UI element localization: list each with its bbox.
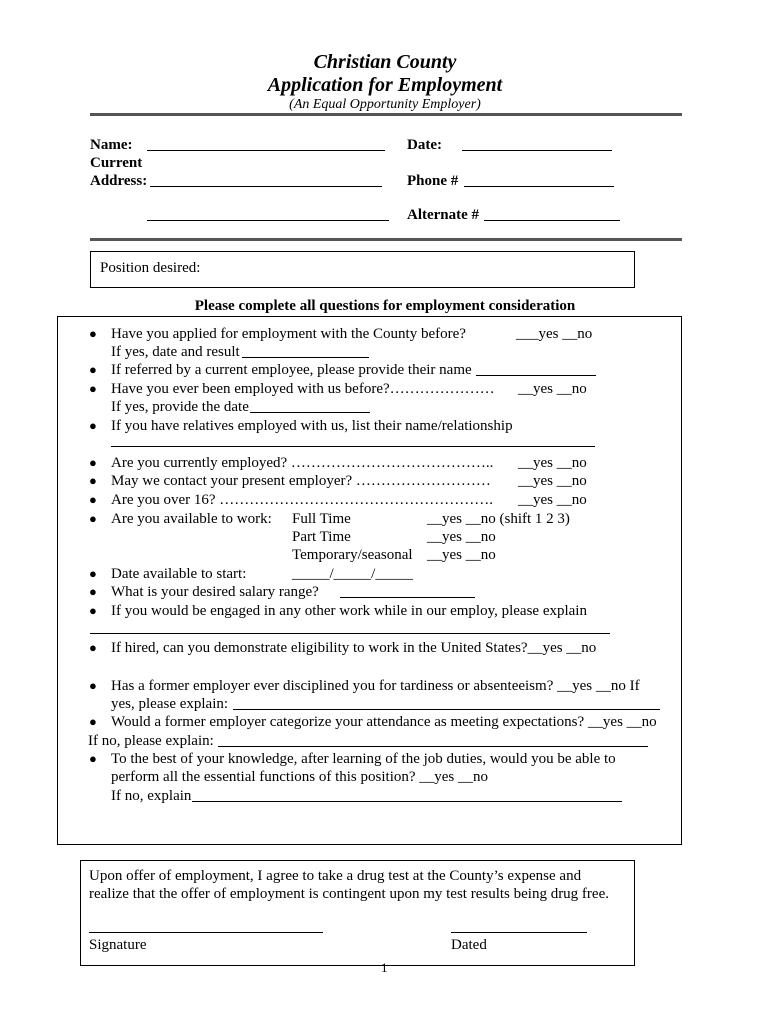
q-employed-before-date-field[interactable] bbox=[250, 412, 370, 413]
q-essential-functions-explain-label: If no, explain bbox=[111, 788, 192, 804]
form-subtitle: (An Equal Opportunity Employer) bbox=[289, 97, 481, 112]
q-currently-employed: Are you currently employed? ………………………………….. bbox=[111, 455, 494, 471]
q-work-eligibility: If hired, can you demonstrate eligibility to work in the United States?__yes __no bbox=[111, 640, 597, 656]
drug-test-text-line1: Upon offer of employment, I agree to take a drug test at the County’s expense and bbox=[89, 868, 582, 884]
q-attendance-explain-field[interactable] bbox=[218, 746, 648, 747]
instructions: Please complete all questions for employment consideration bbox=[194, 298, 576, 314]
q-disciplined: Has a former employer ever disciplined you for tardiness or absenteeism? __yes __no If bbox=[111, 678, 640, 694]
bullet-icon: ● bbox=[89, 566, 97, 581]
bullet-icon: ● bbox=[89, 511, 97, 526]
page-number: 1 bbox=[381, 960, 388, 975]
bullet-icon: ● bbox=[89, 603, 97, 618]
q-applied-before-details-field[interactable] bbox=[242, 357, 369, 358]
q-attendance: Would a former employer categorize your attendance as meeting expectations? __yes __no bbox=[111, 714, 657, 730]
q-employed-before-date-label: If yes, provide the date bbox=[111, 399, 249, 415]
drug-test-box bbox=[80, 860, 635, 966]
top-divider bbox=[90, 113, 682, 116]
q-other-work: If you would be engaged in any other work while in our employ, please explain bbox=[111, 603, 587, 619]
name-field[interactable] bbox=[147, 150, 385, 151]
bullet-icon: ● bbox=[89, 381, 97, 396]
q-attendance-explain-label: If no, please explain: bbox=[88, 733, 214, 749]
q-currently-employed-answer[interactable]: __yes __no bbox=[518, 455, 587, 471]
bullet-icon: ● bbox=[89, 418, 97, 433]
date-label: Date: bbox=[407, 137, 442, 153]
phone-label: Phone # bbox=[407, 173, 459, 189]
q-applied-before: Have you applied for employment with the County before? bbox=[111, 326, 466, 342]
bullet-icon: ● bbox=[89, 473, 97, 488]
dated-field[interactable] bbox=[451, 932, 587, 933]
date-field[interactable] bbox=[462, 150, 612, 151]
q-other-work-field[interactable] bbox=[90, 633, 610, 634]
middle-divider bbox=[90, 238, 682, 241]
q-disciplined-explain-label: yes, please explain: bbox=[111, 696, 229, 712]
position-desired-box[interactable] bbox=[90, 251, 635, 288]
alternate-phone-field[interactable] bbox=[484, 220, 620, 221]
bullet-icon: ● bbox=[89, 326, 97, 341]
bullet-icon: ● bbox=[89, 362, 97, 377]
name-label: Name: bbox=[90, 137, 133, 153]
address-field-2[interactable] bbox=[147, 220, 389, 221]
form-title-county: Christian County bbox=[313, 51, 457, 73]
bullet-icon: ● bbox=[89, 751, 97, 766]
bullet-icon: ● bbox=[89, 455, 97, 470]
q-availability-full-time: Full Time bbox=[292, 511, 351, 527]
q-applied-before-details-label: If yes, date and result bbox=[111, 344, 240, 360]
q-relatives-field[interactable] bbox=[111, 446, 595, 447]
q-referred-by: If referred by a current employee, please provide their name bbox=[111, 362, 472, 378]
q-disciplined-explain-field[interactable] bbox=[233, 709, 660, 710]
q-availability-part-time-answer[interactable]: __yes __no bbox=[427, 529, 496, 545]
q-start-date-field[interactable]: _____/_____/_____ bbox=[292, 566, 413, 582]
q-relatives: If you have relatives employed with us, list their name/relationship bbox=[111, 418, 513, 434]
signature-label: Signature bbox=[89, 937, 147, 953]
q-over-16-answer[interactable]: __yes __no bbox=[518, 492, 587, 508]
q-employed-before-answer[interactable]: __yes __no bbox=[518, 381, 587, 397]
phone-field[interactable] bbox=[464, 186, 614, 187]
q-availability-full-time-answer[interactable]: __yes __no (shift 1 2 3) bbox=[427, 511, 570, 527]
alternate-label: Alternate # bbox=[407, 207, 480, 223]
bullet-icon: ● bbox=[89, 640, 97, 655]
q-start-date: Date available to start: bbox=[111, 566, 247, 582]
q-availability: Are you available to work: bbox=[111, 511, 272, 527]
q-applied-before-answer[interactable]: ___yes __no bbox=[516, 326, 593, 342]
bullet-icon: ● bbox=[89, 714, 97, 729]
drug-test-text-line2: realize that the offer of employment is contingent upon my test results being drug free. bbox=[89, 886, 609, 902]
address-label: Address: bbox=[90, 173, 148, 189]
current-label: Current bbox=[90, 155, 143, 171]
q-essential-functions-explain-field[interactable] bbox=[192, 801, 622, 802]
position-desired-label: Position desired: bbox=[100, 260, 201, 276]
form-title: Application for Employment bbox=[267, 74, 503, 96]
q-employed-before: Have you ever been employed with us before?………………… bbox=[111, 381, 495, 397]
q-availability-part-time: Part Time bbox=[292, 529, 351, 545]
bullet-icon: ● bbox=[89, 584, 97, 599]
signature-field[interactable] bbox=[89, 932, 323, 933]
q-contact-employer: May we contact your present employer? ……………………… bbox=[111, 473, 491, 489]
bullet-icon: ● bbox=[89, 492, 97, 507]
q-salary-range: What is your desired salary range? bbox=[111, 584, 319, 600]
q-contact-employer-answer[interactable]: __yes __no bbox=[518, 473, 587, 489]
q-availability-temporary-answer[interactable]: __yes __no bbox=[427, 547, 496, 563]
q-availability-temporary: Temporary/seasonal bbox=[292, 547, 413, 563]
q-referred-by-field[interactable] bbox=[476, 375, 596, 376]
q-essential-functions: To the best of your knowledge, after learning of the job duties, would you be able to bbox=[111, 751, 616, 767]
address-field-1[interactable] bbox=[150, 186, 382, 187]
bullet-icon: ● bbox=[89, 678, 97, 693]
q-salary-range-field[interactable] bbox=[340, 597, 475, 598]
q-over-16: Are you over 16? ………………………………………………. bbox=[111, 492, 494, 508]
q-essential-functions-line2: perform all the essential functions of this position? __yes __no bbox=[111, 769, 489, 785]
dated-label: Dated bbox=[451, 937, 487, 953]
